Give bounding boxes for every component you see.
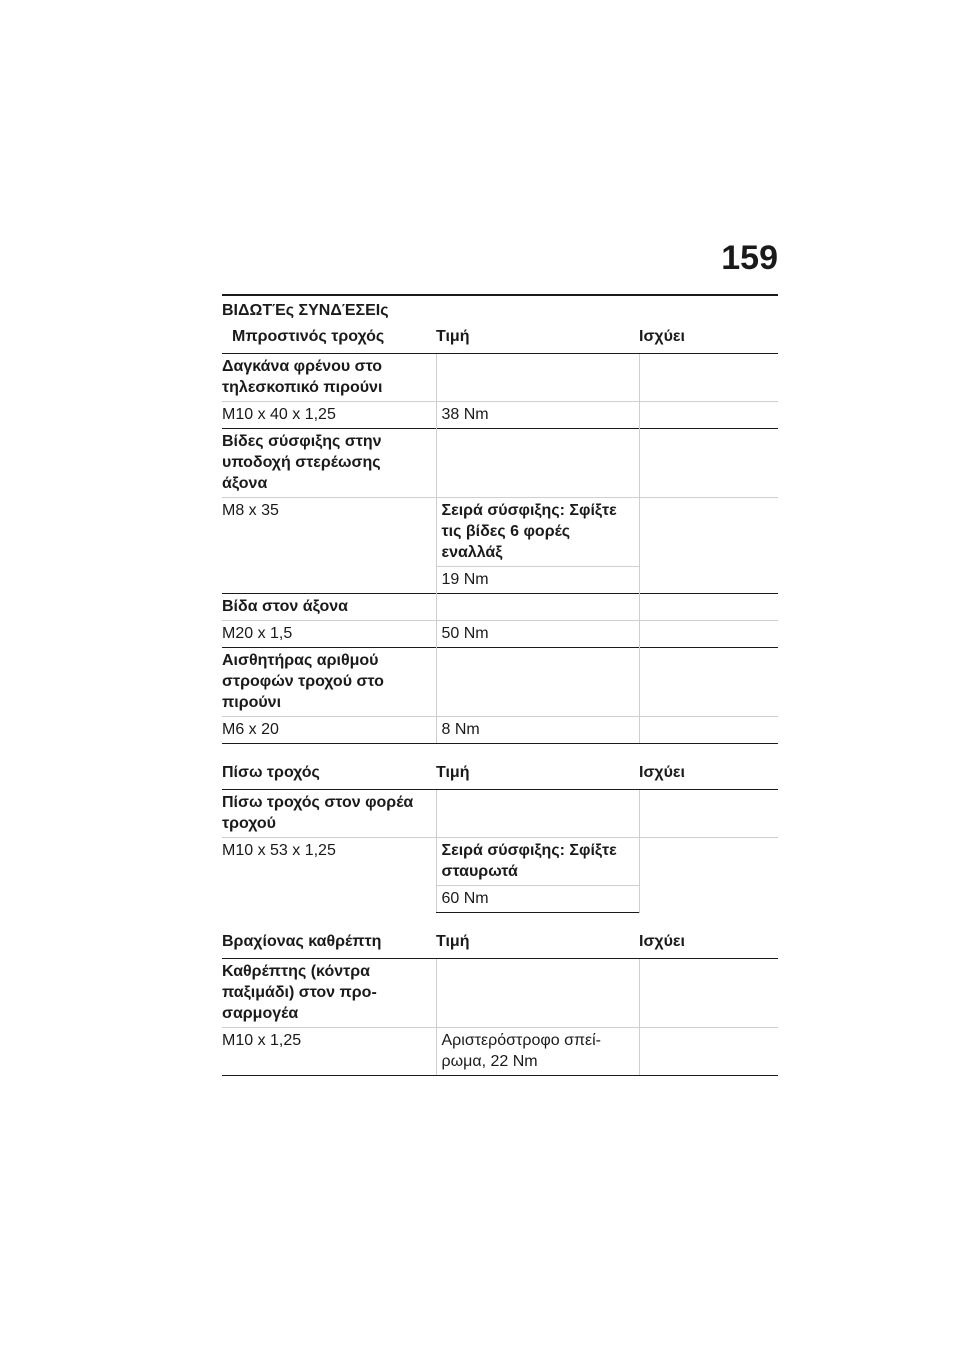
- table-row: [222, 498, 778, 567]
- component-name: Αισθητήρας αριθμού στροφών τροχού στο πιρούνι: [222, 648, 436, 717]
- thread-spec: M6 x 20: [222, 717, 436, 744]
- table-row: [222, 838, 778, 886]
- page-number: 159: [721, 239, 778, 277]
- torque-value: 38 Nm: [436, 402, 639, 429]
- torque-value: 60 Nm: [436, 886, 639, 913]
- thread-spec: M20 x 1,5: [222, 621, 436, 648]
- component-name: Βίδα στον άξονα: [222, 594, 436, 621]
- column-header-value: Τιμή: [436, 929, 639, 959]
- tightening-sequence: Σειρά σύσφιξης: Σφίξτε τις βίδες 6 φορές εναλλάξ: [436, 498, 639, 567]
- column-header-value: Τιμή: [436, 760, 639, 790]
- section-title: ΒΙΔΩΤΈς ΣΥΝΔΈΣΕΙς: [222, 302, 389, 319]
- thread-spec: M10 x 40 x 1,25: [222, 402, 436, 429]
- thread-spec: M8 x 35: [222, 498, 436, 594]
- table-row: [222, 1028, 778, 1076]
- component-name: Καθρέπτης (κόντρα παξιμάδι) στον προ-σαρμογέα: [222, 963, 377, 1022]
- column-header-component: Μπροστινός τροχός: [222, 322, 436, 354]
- column-header-applies: Ισχύει: [639, 322, 778, 354]
- column-header-applies: Ισχύει: [639, 760, 778, 790]
- column-header-component: Πίσω τροχός: [222, 760, 436, 790]
- torque-value: 50 Nm: [436, 621, 639, 648]
- table-row: [222, 402, 778, 429]
- table-row: [222, 717, 778, 744]
- column-header-applies: Ισχύει: [639, 929, 778, 959]
- mirror-arm-table: [222, 929, 778, 1076]
- torque-value: Αριστερόστροφο σπεί-ρωμα, 22 Nm: [436, 1028, 639, 1076]
- table-header-row: [222, 322, 778, 354]
- front-wheel-table: [222, 322, 778, 744]
- table-row: [222, 959, 778, 1028]
- component-name: Δαγκάνα φρένου στο τηλεσκοπικό πιρούνι: [222, 358, 383, 396]
- table-header-row: [222, 929, 778, 959]
- table-row: [222, 648, 778, 717]
- rear-wheel-table: [222, 760, 778, 913]
- component-name: Βίδες σύσφιξης στην υποδοχή στερέωσης άξονα: [222, 429, 436, 498]
- component-name: Πίσω τροχός στον φορέα τροχού: [222, 794, 414, 832]
- torque-value: 19 Nm: [436, 567, 639, 594]
- table-row: [222, 594, 778, 621]
- table-row: [222, 354, 778, 402]
- column-header-component: Βραχίονας καθρέπτη: [222, 929, 436, 959]
- torque-value: 8 Nm: [436, 717, 639, 744]
- thread-spec: M10 x 1,25: [222, 1028, 436, 1076]
- table-header-row: [222, 760, 778, 790]
- torque-content: [222, 294, 778, 1076]
- column-header-value: Τιμή: [436, 322, 639, 354]
- table-row: [222, 621, 778, 648]
- tightening-sequence: Σειρά σύσφιξης: Σφίξτε σταυρωτά: [436, 838, 639, 886]
- thread-spec: M10 x 53 x 1,25: [222, 838, 436, 913]
- table-row: [222, 790, 778, 838]
- table-row: [222, 429, 778, 498]
